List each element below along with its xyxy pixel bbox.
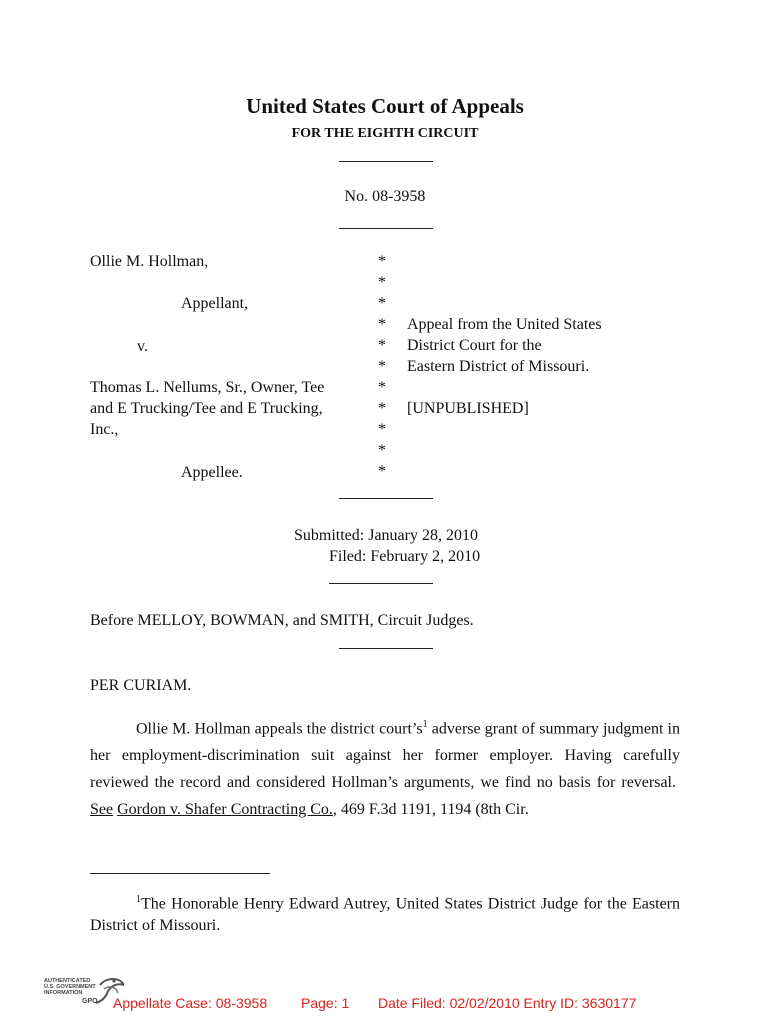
appeal-from-line3: Eastern District of Missouri.: [407, 358, 590, 375]
signal-see: See: [90, 801, 114, 819]
appellee-role: Appellee.: [181, 464, 243, 481]
appellee-name-line1: Thomas L. Nellums, Sr., Owner, Tee: [90, 379, 325, 396]
appeal-from-line2: District Court for the: [407, 337, 542, 354]
opinion-text-start: Ollie M. Hollman appeals the district court’s: [136, 720, 423, 738]
case-number: No. 08-3958: [344, 188, 426, 205]
panel-judges: Before MELLOY, BOWMAN, and SMITH, Circuit Judges.: [90, 612, 474, 629]
submitted-date: Submitted: January 28, 2010: [294, 527, 478, 544]
footer-filed-entry: Date Filed: 02/02/2010 Entry ID: 3630177: [378, 995, 637, 1011]
divider: [339, 161, 433, 162]
citation-rest: , 469 F.3d 1191, 1194 (8th Cir.: [332, 801, 529, 819]
footnote-reference: 1: [422, 719, 428, 730]
per-curiam-heading: PER CURIAM.: [90, 677, 192, 694]
caption-asterisk: *: [378, 400, 386, 417]
appellee-name-line3: Inc.,: [90, 421, 119, 438]
footnote: [90, 889, 680, 937]
case-citation: Gordon v. Shafer Contracting Co.: [117, 801, 333, 819]
caption-asterisk: *: [378, 379, 386, 396]
versus: v.: [137, 338, 148, 355]
caption-asterisk: *: [378, 442, 386, 459]
seal-line4: GPO: [82, 998, 98, 1005]
seal-line3: INFORMATION: [44, 990, 83, 996]
caption-asterisk: *: [378, 316, 386, 333]
footnote-text: The Honorable Henry Edward Autrey, United States District Judge for the Eastern District of Missouri.: [90, 895, 680, 935]
filed-date: Filed: February 2, 2010: [329, 548, 481, 565]
circuit-name: FOR THE EIGHTH CIRCUIT: [291, 126, 479, 141]
footnote-divider: [90, 873, 270, 874]
gpo-authentication-seal: [44, 975, 110, 1013]
appellee-name-line2: and E Trucking/Tee and E Trucking,: [90, 400, 323, 417]
appellant-role: Appellant,: [181, 295, 249, 312]
appeal-from-line1: Appeal from the United States: [407, 316, 602, 333]
opinion-paragraph: [90, 711, 680, 823]
caption-asterisk: *: [378, 274, 386, 291]
caption-asterisk: *: [378, 421, 386, 438]
caption-asterisk: *: [378, 463, 386, 480]
appellant-name: Ollie M. Hollman,: [90, 253, 209, 270]
footer-page: Page: 1: [301, 995, 350, 1011]
divider: [329, 583, 433, 584]
caption-asterisk: *: [378, 295, 386, 312]
court-name: United States Court of Appeals: [246, 94, 524, 118]
publication-status: [UNPUBLISHED]: [407, 400, 529, 417]
divider: [339, 228, 433, 229]
seal-line2: U.S. GOVERNMENT: [44, 984, 96, 990]
footer-case-number: Appellate Case: 08-3958: [113, 995, 268, 1011]
divider: [339, 648, 433, 649]
caption-asterisk: *: [378, 253, 386, 270]
opinion-text-cont: adverse grant of summary judgment in her employment-discrimination suit against her former employer. Having carefully reviewed the record and considered Hollman’s arguments, we find no basis for reversal.: [90, 720, 680, 792]
caption-asterisk: *: [378, 358, 386, 375]
seal-line1: AUTHENTICATED: [44, 978, 91, 984]
footnote-marker: 1: [136, 894, 141, 905]
divider: [339, 498, 433, 499]
caption-asterisk: *: [378, 337, 386, 354]
